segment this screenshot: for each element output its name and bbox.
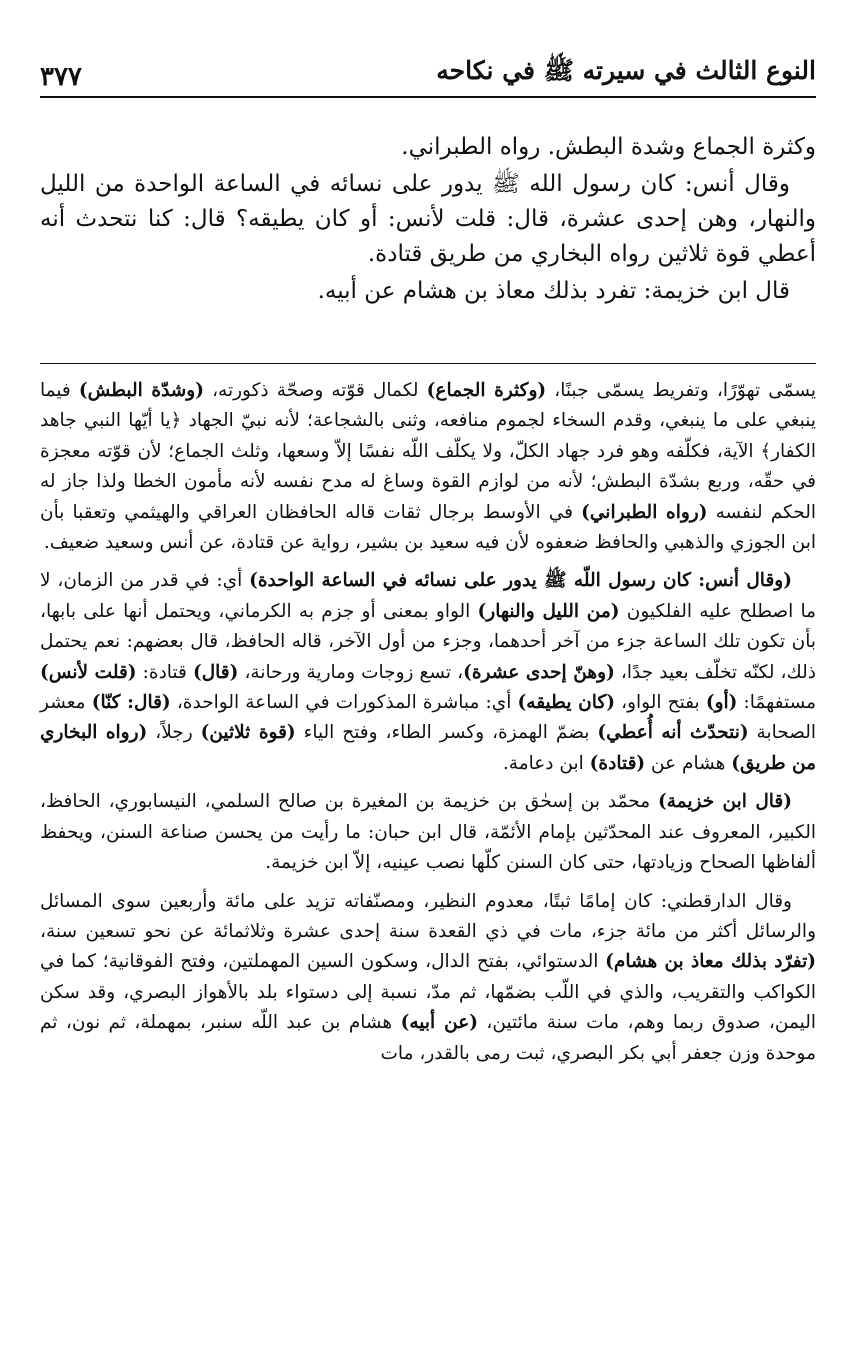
commentary-text: أي: في قدر من الزمان، لا ما اصطلح عليه الفلكيون — [40, 570, 817, 622]
commentary-text: الدستوائي، بفتح الدال، وسكون السين المهملتين، وفتح الفوقانية؛ كما في الكواكب والتقريب، والذي في اللّب بضمّها، ثم مدّ، نسبة إلى دستواء بلد بالأهواز البصري، وقد سكن اليمن، صدوق ربما وهم، مات سنة مائتين، — [40, 951, 816, 1034]
commentary-text: يسمّى تهوّرًا، وتفريط يسمّى جبنًا، — [546, 380, 817, 401]
quoted-phrase: (نتحدّث أنه أُعطي) — [597, 722, 749, 744]
commentary-text: في الأوسط برجال ثقات قاله الحافظان العراقي والهيثمي وتعقبا بأن ابن الجوزي والذهبي والحافظ ضعفوه لأن فيه سعيد بن بشير، رواية عن قتادة، عن أنس وسعيد ضعيف. — [40, 501, 816, 554]
commentary-text: قتادة: — [136, 661, 193, 683]
commentary-text: وقال الدارقطني: كان إمامًا ثبتًا، معدوم النظير، ومصنّفاته تزيد على مائة وأربعين سوى المسائل والرسائل أكثر من مائة جزء، مات في ذي القعدة سنة إحدى عشرة وثلاثمائة عن نحو تسعين سنة، — [40, 890, 816, 942]
commentary-text: بضمّ الهمزة، وكسر الطاء، وفتح الياء — [295, 722, 598, 744]
quoted-phrase: (قتادة) — [589, 752, 646, 774]
main-text — [40, 130, 816, 311]
commentary-text: بفتح الواو، — [614, 692, 706, 714]
commentary-text: محمّد بن إسحٰق بن خزيمة بن المغيرة بن صالح السلمي، النيسابوري، الحافظ، الكبير، المعروف عند المحدّثين بإمام الأئمّة، قال ابن حبان: ما رأيت من يحسن صناعة السنن، ويحفظ ألفاظها الصحاح وزيادتها، حتى كان السنن كلّها نصب عينيه، إلاّ ابن خزيمة. — [40, 791, 816, 874]
main-text-paragraph: قال ابن خزيمة: تفرد بذلك معاذ بن هشام عن أبيه. — [317, 278, 790, 304]
commentary-text: ، تسع زوجات ومارية ورحانة، — [238, 661, 464, 683]
commentary-text: رجلاً، — [147, 722, 201, 744]
commentary-paragraph — [40, 566, 816, 779]
quoted-phrase: (وشدّة البطش) — [78, 380, 204, 401]
commentary-text: فيما ينبغي على ما ينبغي، وقدم السخاء لجموم منافعه، وثنى بالشجاعة؛ لأنه نبيّ الجهاد ﴿يا أيّها النبي جاهد الكفار﴾ الآية، فكلّفه وهو فرد جهاد الكلّ، ولا يكلّف اللّه نفسًا إلاّ وسعها، وثلث الجماع؛ لأن قوّته معجزة في حقّه، وربع بشدّة البطش؛ لأنه من لوازم القوة وساغ له مدح نفسه لأنه مأمون الخطا ولذا جاز له الحكم لنفسه — [40, 380, 816, 523]
commentary-text: الواو بمعنى أو جزم به الكرماني، ويحتمل أنها على بابها، بأن تكون تلك الساعة جزء من آخر أحدهما، وجزء من أول الآخر، قاله الحافظ، قال بعضهم: نعم يحتمل ذلك، لكنّه تخلّف بعيد جدًا، — [40, 600, 816, 683]
commentary-text: هشام عن — [645, 752, 732, 774]
commentary-text: أي: مباشرة المذكورات في الساعة الواحدة، — [170, 692, 518, 714]
quoted-phrase: (رواه الطبراني) — [581, 501, 708, 523]
main-text-paragraph: وقال أنس: كان رسول الله ﷺ يدور على نسائه في الساعة الواحدة من الليل والنهار، وهن إحدى عشرة، قال: قلت لأنس: أو كان يطيقه؟ قال: كنا نتحدث أنه أعطي قوة ثلاثين رواه البخاري من طريق قتادة. — [40, 171, 816, 267]
running-title: النوع الثالث في سيرته ﷺ في نكاحه — [436, 56, 816, 85]
commentary-paragraph — [40, 887, 816, 1069]
commentary-paragraph — [40, 376, 816, 558]
quoted-phrase: (كان يطيقه) — [517, 692, 615, 714]
commentary-text: ابن دعامة. — [502, 752, 590, 774]
quoted-phrase: (وقال أنس: كان رسول اللّه ﷺ يدور على نسائه في الساعة الواحدة) — [249, 570, 792, 592]
commentary-text: معشر الصحابة — [40, 692, 817, 744]
quoted-phrase: (قلت لأنس) — [40, 661, 137, 683]
quoted-phrase: (قوة ثلاثين) — [200, 722, 296, 744]
quoted-phrase: (أو) — [705, 692, 738, 714]
quoted-phrase: (وهنّ إحدى عشرة) — [463, 661, 615, 683]
quoted-phrase: (رواه البخاري من طريق) — [40, 722, 816, 774]
quoted-phrase: (قال: كنّا) — [91, 692, 171, 714]
quoted-phrase: (من الليل والنهار) — [477, 600, 620, 622]
page-number: ٣٧٧ — [40, 62, 82, 92]
main-text-paragraph: وكثرة الجماع وشدة البطش. رواه الطبراني. — [401, 134, 816, 160]
commentary-text: هشام بن عبد اللّه سنبر، بمهملة، ثم نون، ثم موحدة وزن جعفر أبي بكر البصري، ثبت رمى بالقدر، مات — [40, 1012, 816, 1064]
quoted-phrase: (وكثرة الجماع) — [426, 380, 547, 401]
quoted-phrase: (قال ابن خزيمة) — [657, 791, 792, 813]
commentary-paragraph — [40, 787, 816, 878]
commentary-text: لكمال قوّته وصحّة ذكورته، — [203, 380, 427, 401]
commentary — [40, 376, 816, 1077]
page-header — [40, 54, 816, 98]
quoted-phrase: (تفرّد بذلك معاذ بن هشام) — [605, 951, 817, 973]
section-divider — [40, 363, 816, 364]
commentary-text: مستفهمًا: — [737, 692, 816, 714]
quoted-phrase: (عن أبيه) — [400, 1012, 478, 1034]
quoted-phrase: (قال) — [192, 661, 239, 683]
